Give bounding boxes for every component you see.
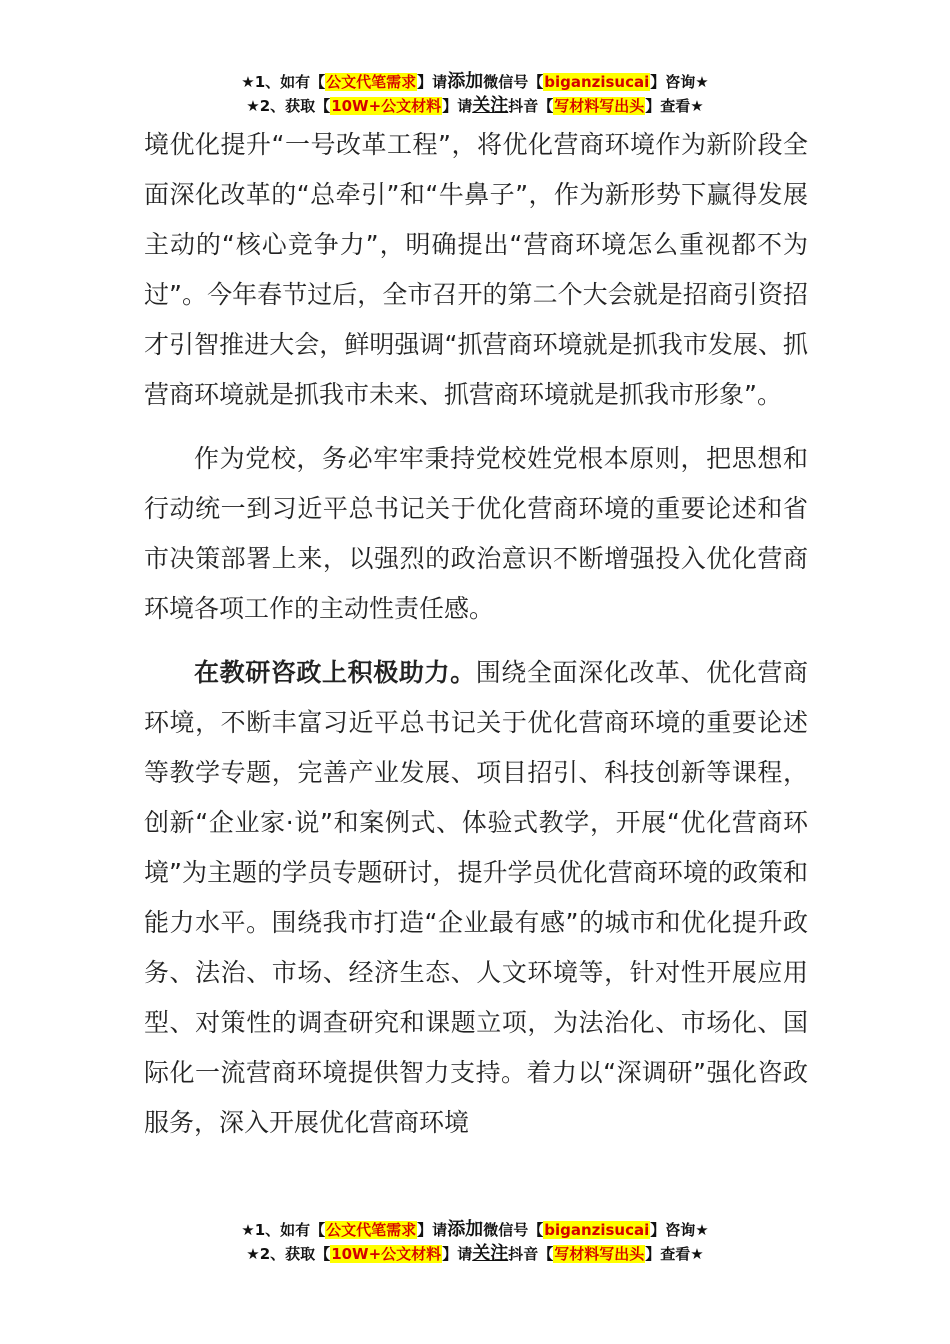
banner-text: 】咨询 bbox=[650, 73, 696, 91]
banner-emphasis: 添加 bbox=[447, 71, 484, 92]
star-icon: ★ bbox=[246, 97, 260, 115]
top-banner bbox=[0, 70, 950, 118]
banner-text: 】请 bbox=[417, 1221, 448, 1239]
star-icon: ★ bbox=[241, 1221, 255, 1239]
highlight-douyin: 写材料写出头 bbox=[554, 1245, 645, 1263]
star-icon: ★ bbox=[246, 1245, 260, 1263]
paragraph-3-lead: 在教研咨政上积极助力。 bbox=[194, 658, 476, 687]
paragraph-3 bbox=[144, 648, 808, 1148]
star-icon: ★ bbox=[695, 73, 709, 91]
star-icon: ★ bbox=[690, 97, 704, 115]
banner-line-1 bbox=[0, 1218, 950, 1242]
banner-text: 2、获取【 bbox=[259, 97, 331, 115]
highlight-materials: 10W+公文材料 bbox=[331, 1245, 442, 1263]
banner-text: 】查看 bbox=[645, 97, 691, 115]
highlight-wechat-id: biganzisucai bbox=[544, 1221, 650, 1239]
highlight-materials: 10W+公文材料 bbox=[331, 97, 442, 115]
banner-text: 】请 bbox=[442, 1245, 473, 1263]
highlight-douyin: 写材料写出头 bbox=[554, 97, 645, 115]
banner-text: 微信号【 bbox=[483, 73, 544, 91]
banner-line-2 bbox=[0, 1242, 950, 1266]
banner-text: 1、如有【 bbox=[254, 73, 326, 91]
star-icon: ★ bbox=[695, 1221, 709, 1239]
banner-text: 】查看 bbox=[645, 1245, 691, 1263]
bottom-banner bbox=[0, 1218, 950, 1266]
star-icon: ★ bbox=[690, 1245, 704, 1263]
highlight-service: 公文代笔需求 bbox=[326, 1221, 417, 1239]
banner-emphasis: 关注 bbox=[472, 95, 509, 116]
paragraph-3-text: 围绕全面深化改革、优化营商环境，不断丰富习近平总书记关于优化营商环境的重要论述等教学专题，完善产业发展、项目招引、科技创新等课程，创新“企业家·说”和案例式、体验式教学，开展“优化营商环境”为主题的学员专题研讨，提升学员优化营商环境的政策和能力水平。围绕我市打造“企业最有感”的城市和优化提升政务、法治、市场、经济生态、人文环境等，针对性开展应用型、对策性的调查研究和课题立项，为法治化、市场化、国际化一流营商环境提供智力支持。着力以“深调研”强化咨政服务，深入开展优化营商环境 bbox=[144, 658, 808, 1137]
banner-text: 】咨询 bbox=[650, 1221, 696, 1239]
highlight-wechat-id: biganzisucai bbox=[544, 73, 650, 91]
banner-line-2 bbox=[0, 94, 950, 118]
document-body bbox=[144, 120, 808, 1162]
banner-line-1 bbox=[0, 70, 950, 94]
paragraph-1: 境优化提升“一号改革工程”，将优化营商环境作为新阶段全面深化改革的“总牵引”和“牛鼻子”，作为新形势下赢得发展主动的“核心竞争力”，明确提出“营商环境怎么重视都不为过”。今年春节过后，全市召开的第二个大会就是招商引资招才引智推进大会，鲜明强调“抓营商环境就是抓我市发展、抓营商环境就是抓我市未来、抓营商环境就是抓我市形象”。 bbox=[144, 130, 808, 409]
banner-text: 】请 bbox=[417, 73, 448, 91]
banner-emphasis: 关注 bbox=[472, 1243, 509, 1264]
star-icon: ★ bbox=[241, 73, 255, 91]
banner-text: 1、如有【 bbox=[254, 1221, 326, 1239]
banner-text: 抖音【 bbox=[508, 97, 554, 115]
paragraph-2: 作为党校，务必牢牢秉持党校姓党根本原则，把思想和行动统一到习近平总书记关于优化营商环境的重要论述和省市决策部署上来，以强烈的政治意识不断增强投入优化营商环境各项工作的主动性责任感。 bbox=[144, 444, 808, 623]
banner-text: 】请 bbox=[442, 97, 473, 115]
banner-text: 抖音【 bbox=[508, 1245, 554, 1263]
banner-text: 微信号【 bbox=[483, 1221, 544, 1239]
banner-text: 2、获取【 bbox=[259, 1245, 331, 1263]
highlight-service: 公文代笔需求 bbox=[326, 73, 417, 91]
banner-emphasis: 添加 bbox=[447, 1219, 484, 1240]
